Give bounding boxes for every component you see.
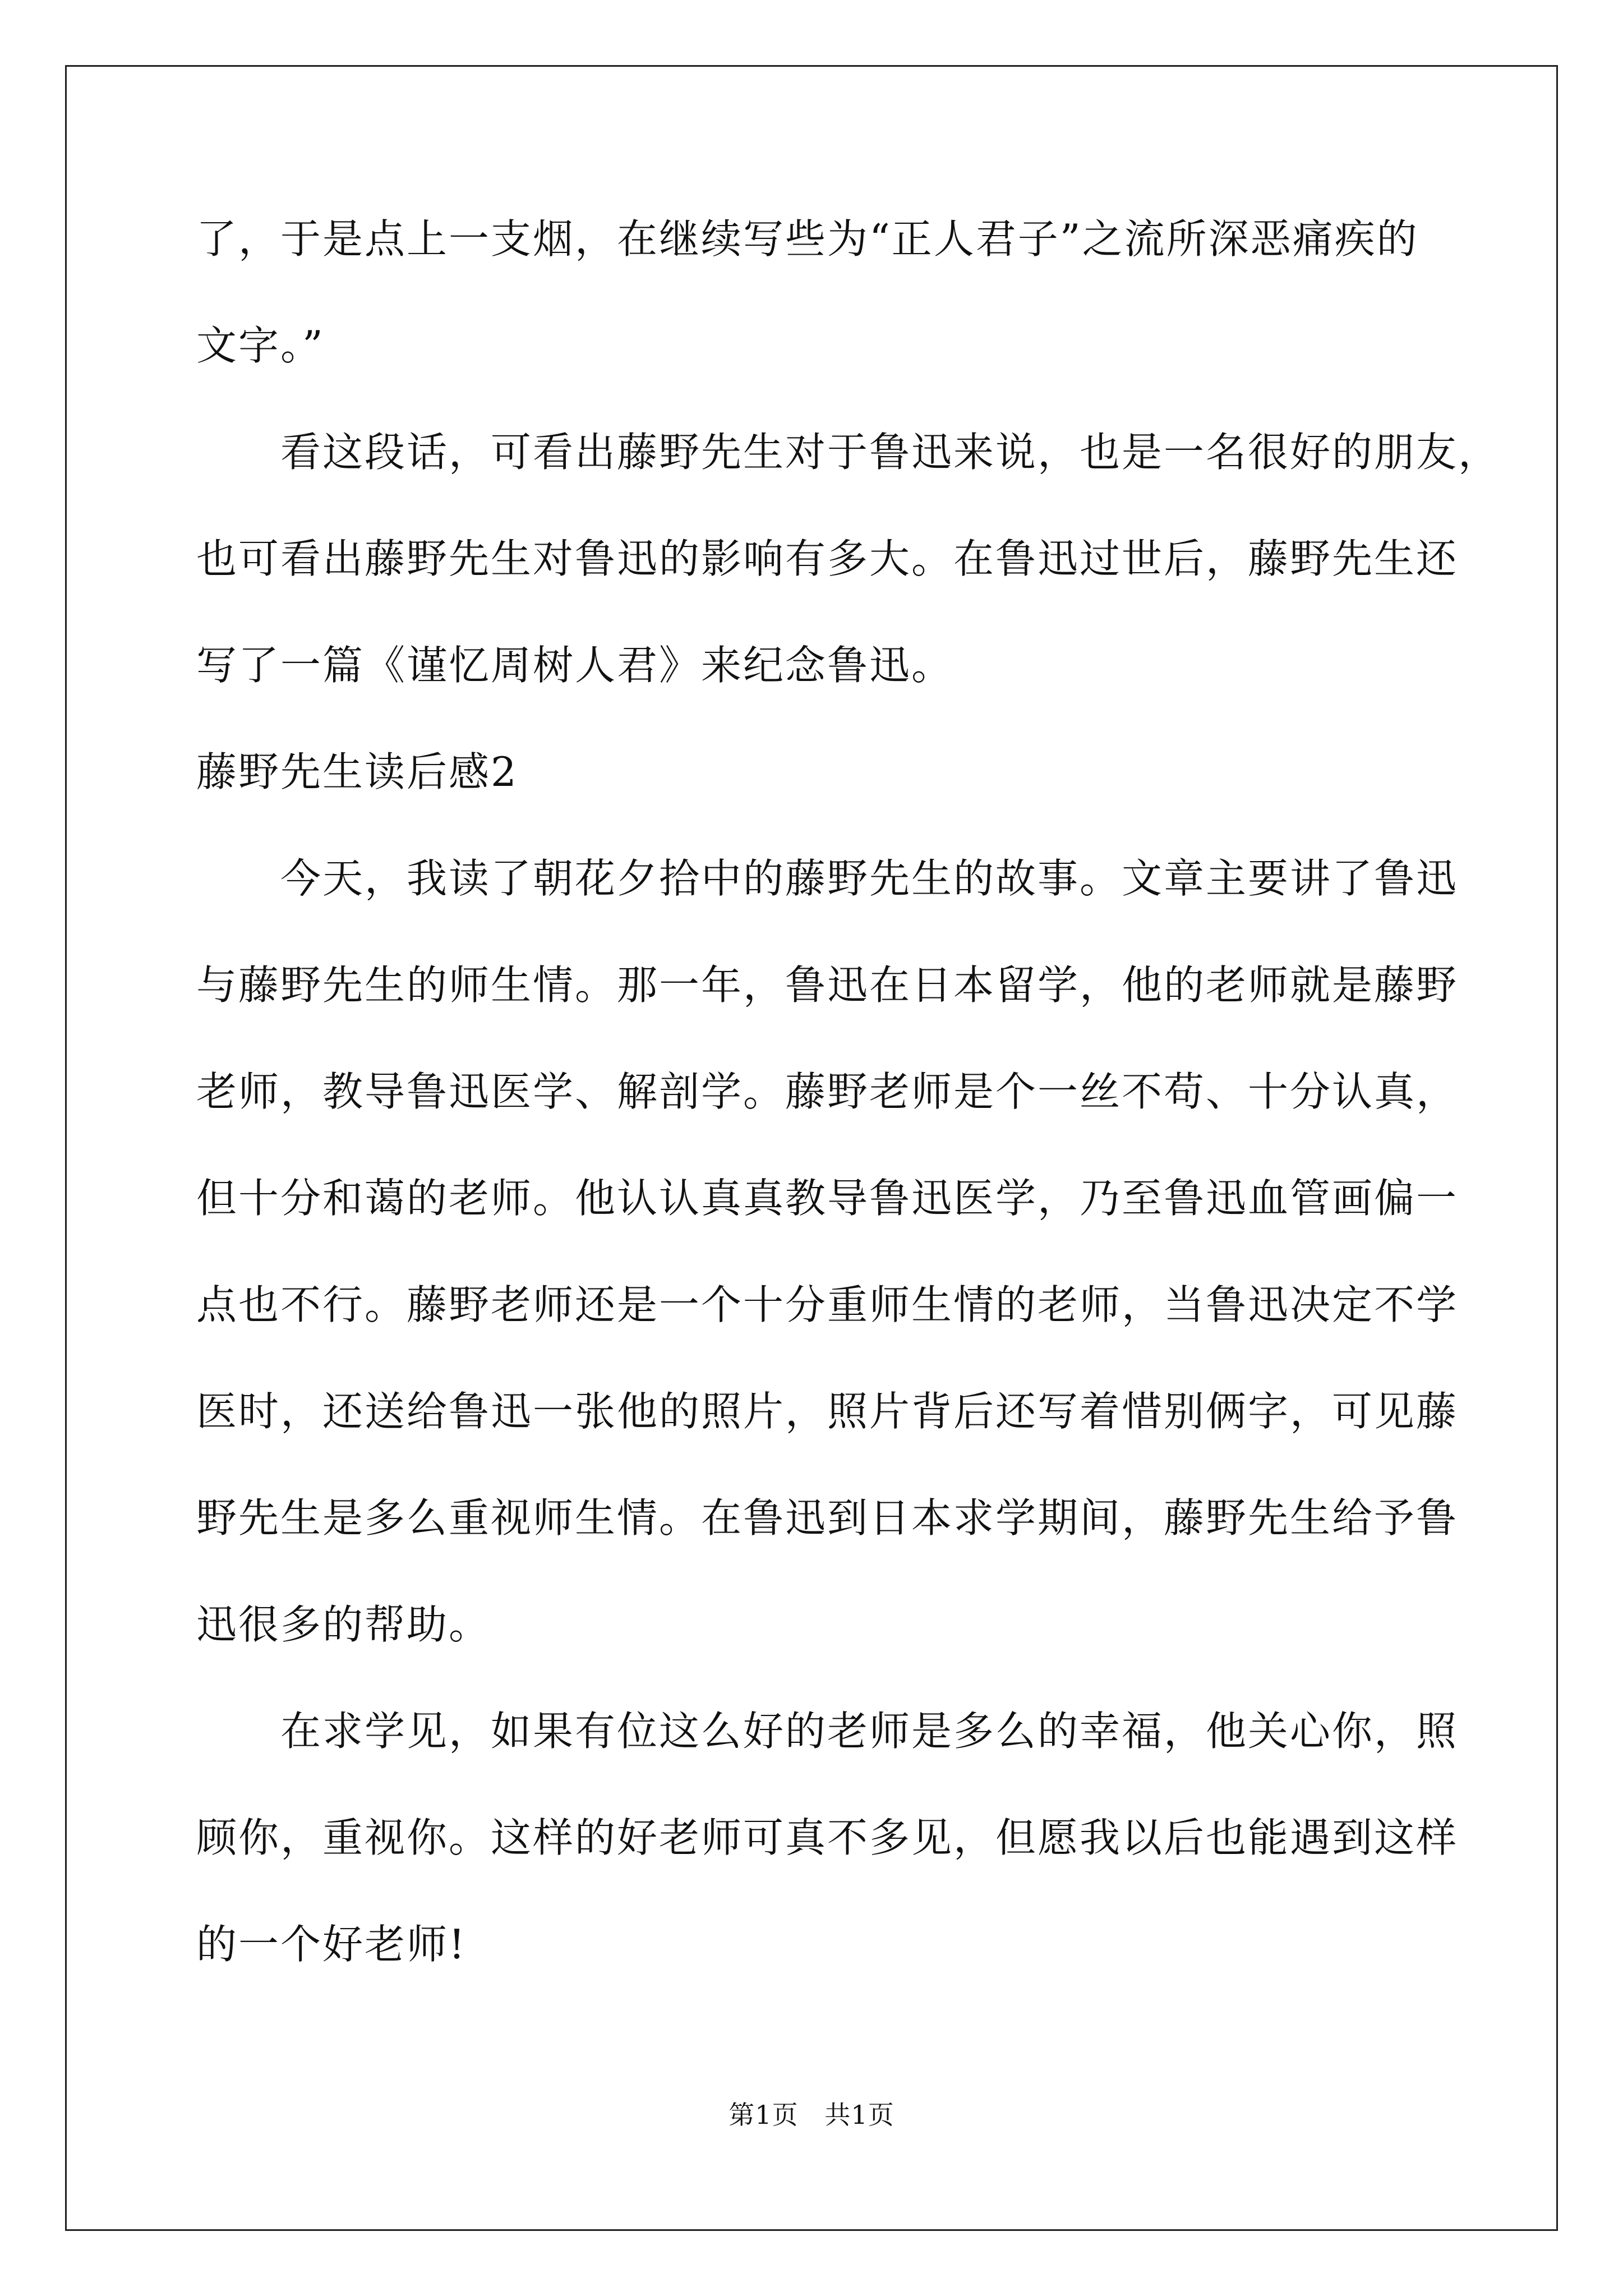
- paragraph-line: 医时，还送给鲁迅一张他的照片，照片背后还写着惜别俩字，可见藤: [196, 1388, 1459, 1435]
- paragraph-line: 文字。”: [196, 322, 325, 369]
- paragraph-line: 写了一篇《谨忆周树人君》来纪念鲁迅。: [196, 642, 954, 689]
- page-border: [65, 65, 1558, 2231]
- paragraph-line: 的一个好老师!: [196, 1921, 467, 1968]
- paragraph-line: 在求学见，如果有位这么好的老师是多么的幸福，他关心你，照: [280, 1708, 1459, 1755]
- paragraph-line: 点也不行。藤野老师还是一个十分重师生情的老师，当鲁迅决定不学: [196, 1281, 1459, 1328]
- section-heading: 藤野先生读后感2: [196, 748, 518, 795]
- paragraph-line: 今天，我读了朝花夕拾中的藤野先生的故事。文章主要讲了鲁迅: [280, 855, 1459, 902]
- page-number-footer: 第1页 共1页: [728, 2100, 895, 2130]
- paragraph-line: 老师，教导鲁迅医学、解剖学。藤野老师是个一丝不苟、十分认真，: [196, 1068, 1459, 1115]
- paragraph-line: 与藤野先生的师生情。那一年，鲁迅在日本留学，他的老师就是藤野: [196, 961, 1459, 1009]
- paragraph-line: 迅很多的帮助。: [196, 1601, 491, 1648]
- paragraph-line: 野先生是多么重视师生情。在鲁迅到日本求学期间，藤野先生给予鲁: [196, 1494, 1459, 1542]
- paragraph-line: 但十分和蔼的老师。他认认真真教导鲁迅医学，乃至鲁迅血管画偏一: [196, 1175, 1459, 1222]
- paragraph-line: 看这段话，可看出藤野先生对于鲁迅来说，也是一名很好的朋友，: [280, 429, 1501, 476]
- paragraph-line: 也可看出藤野先生对鲁迅的影响有多大。在鲁迅过世后，藤野先生还: [196, 535, 1459, 582]
- paragraph-line: 了，于是点上一支烟，在继续写些为“正人君子”之流所深恶痛疾的: [196, 215, 1419, 263]
- paragraph-line: 顾你，重视你。这样的好老师可真不多见，但愿我以后也能遇到这样: [196, 1814, 1459, 1861]
